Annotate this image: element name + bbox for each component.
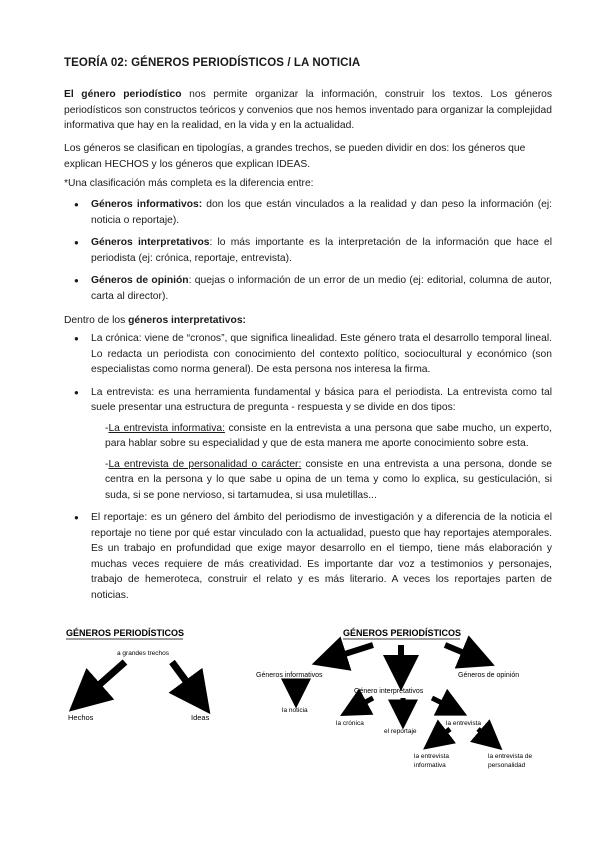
entrevista-personalidad: -La entrevista de personalidad o carácter: consiste en una entrevista a una persona, donde se centra en la persona y lo que sabe u opina de un tema y como lo explica, su gesticulación, si suda, si se pone nervioso, si tartamudea, si usa muletillas... xyxy=(105,458,552,501)
node-entrevista: la entrevista xyxy=(446,720,482,727)
diagram-left-caption: a grandes trechos xyxy=(117,650,170,657)
genre-name: Géneros de opinión xyxy=(91,275,189,286)
list-item-entrevista xyxy=(64,385,552,504)
interpretive-heading-bold: géneros interpretativos: xyxy=(128,315,246,326)
arrow-to-entrevista xyxy=(432,698,456,710)
list-item-cronica: ● La crónica: viene de “cronos”, que significa linealidad. Este género trata el desarrollo temporal lineal. Lo redacta un periodista con conocimiento del contexto político, sociocultural y económico (son especialistas como norma general). De esta persona nos interesa la firma. xyxy=(64,331,552,378)
list-item xyxy=(64,235,552,266)
node-informativos: Géneros informativos xyxy=(256,672,323,679)
genre-name: Géneros informativos: xyxy=(91,199,203,210)
interpretive-heading xyxy=(64,313,552,329)
list-item xyxy=(64,273,552,304)
entrevista-informativa: -La entrevista informativa: consiste en la entrevista a una persona que sabe mucho, un experto, para hablar sobre su especialidad y que de esta manera me aporte conocimiento sobre esta. xyxy=(105,422,552,449)
entrevista-personalidad-text: consiste en una entrevista a una persona, donde se centra en la persona y lo que sabe u opina de un tema y como lo explica, su gesticulación, si suda, si se pone nervioso, si tartamudea, si usa muletillas... xyxy=(105,458,552,501)
node-opinion: Géneros de opinión xyxy=(458,672,520,679)
list-item xyxy=(64,197,552,228)
page-title: TEORÍA 02: GÉNEROS PERIODÍSTICOS / LA NOTICIA xyxy=(64,57,361,69)
entrevista-informativa-text: consiste en la entrevista a una persona que sabe mucho, un experto, para hablar sobre su especialidad y que de esta manera me aporte conocimiento sobre esta. xyxy=(105,422,552,449)
node-interpretativos: Género interpretativos xyxy=(354,688,424,695)
diagram-hechos-ideas xyxy=(55,622,235,727)
interpretive-heading-prefix: Dentro de los xyxy=(64,315,129,326)
intro-paragraph xyxy=(64,87,552,134)
arrow-to-hechos xyxy=(82,662,125,700)
diagram-left-title: GÉNEROS PERIODÍSTICOS xyxy=(66,628,185,638)
entrevista-personalidad-label: La entrevista de personalidad o carácter: xyxy=(108,458,302,470)
diagram-left-hechos: Hechos xyxy=(68,713,94,722)
diagram-left-ideas: Ideas xyxy=(191,713,210,722)
diagram-right-title: GÉNEROS PERIODÍSTICOS xyxy=(343,628,462,638)
arrow-to-informativos xyxy=(326,645,373,660)
diagram-generos-periodisticos xyxy=(248,622,558,772)
node-noticia: la noticia xyxy=(282,707,308,714)
genre-name: Géneros interpretativos xyxy=(91,237,210,248)
arrow-to-ent-informativa xyxy=(433,729,450,742)
entrevista-text: La entrevista: es una herramienta fundamental y básica para el periodista. La entrevista como tal suele presentar una estructura de pregunta - respuesta y se divide en dos tipos: xyxy=(91,386,552,413)
arrow-to-ideas xyxy=(172,662,200,700)
interpretive-list xyxy=(64,331,552,610)
complete-classification-note: *Una clasificación más completa es la diferencia entre: xyxy=(64,178,314,189)
node-ent-personalidad-line2: personalidad xyxy=(488,762,526,769)
node-cronica: la crónica xyxy=(336,720,364,727)
genres-list xyxy=(64,197,552,311)
node-ent-personalidad-line1: la entrevista de xyxy=(488,753,533,760)
genre-desc: : lo más importante es la interpretación de la información que hace el periodista (ej: crónica, reportaje, entrevista). xyxy=(91,237,552,264)
node-ent-informativa-line2: informativa xyxy=(414,762,446,769)
genre-desc: don los que están vinculados a la realidad y dan peso la información (ej: noticia o reportaje). xyxy=(91,199,552,226)
node-reportaje: el reportaje xyxy=(384,728,417,735)
node-ent-informativa-line1: la entrevista xyxy=(414,753,450,760)
intro-text: nos permite organizar la información, construir los textos. Los géneros periodísticos son constructos teóricos y convenios que nos hemos inventado para organizar la complejidad informativa que hay en la realidad, en la vida y en la actualidad. xyxy=(64,89,552,131)
intro-term: El género periodístico xyxy=(64,89,182,100)
genre-desc: : quejas o información de un error de un medio (ej: editorial, columna de autor, carta al director). xyxy=(91,275,552,302)
list-item-reportaje: ● El reportaje: es un género del ámbito del periodismo de investigación y a diferencia de la noticia el reportaje no tiene por qué estar vinculado con la actualidad, puesto que hay reportajes atemporales. Es un trabajo en profundidad que exige mayor desarrollo en el tiempo, tiene más elaboración y muchas veces requiere de más creatividad. Es importante dar voz a testimonios y personajes, trabajo de hemeroteca, construir el relato y es más literario. A veces los reportajes parten de noticias. xyxy=(64,510,552,603)
arrow-to-opinion xyxy=(445,645,481,660)
arrow-to-cronica xyxy=(351,698,373,710)
arrow-to-ent-personalidad xyxy=(478,729,493,742)
entrevista-informativa-label: La entrevista informativa: xyxy=(108,422,225,434)
classification-paragraph: Los géneros se clasifican en tipologías, a grandes trechos, se pueden dividir en dos: los géneros que explican HECHOS y los géneros que explican IDEAS. xyxy=(64,143,526,170)
